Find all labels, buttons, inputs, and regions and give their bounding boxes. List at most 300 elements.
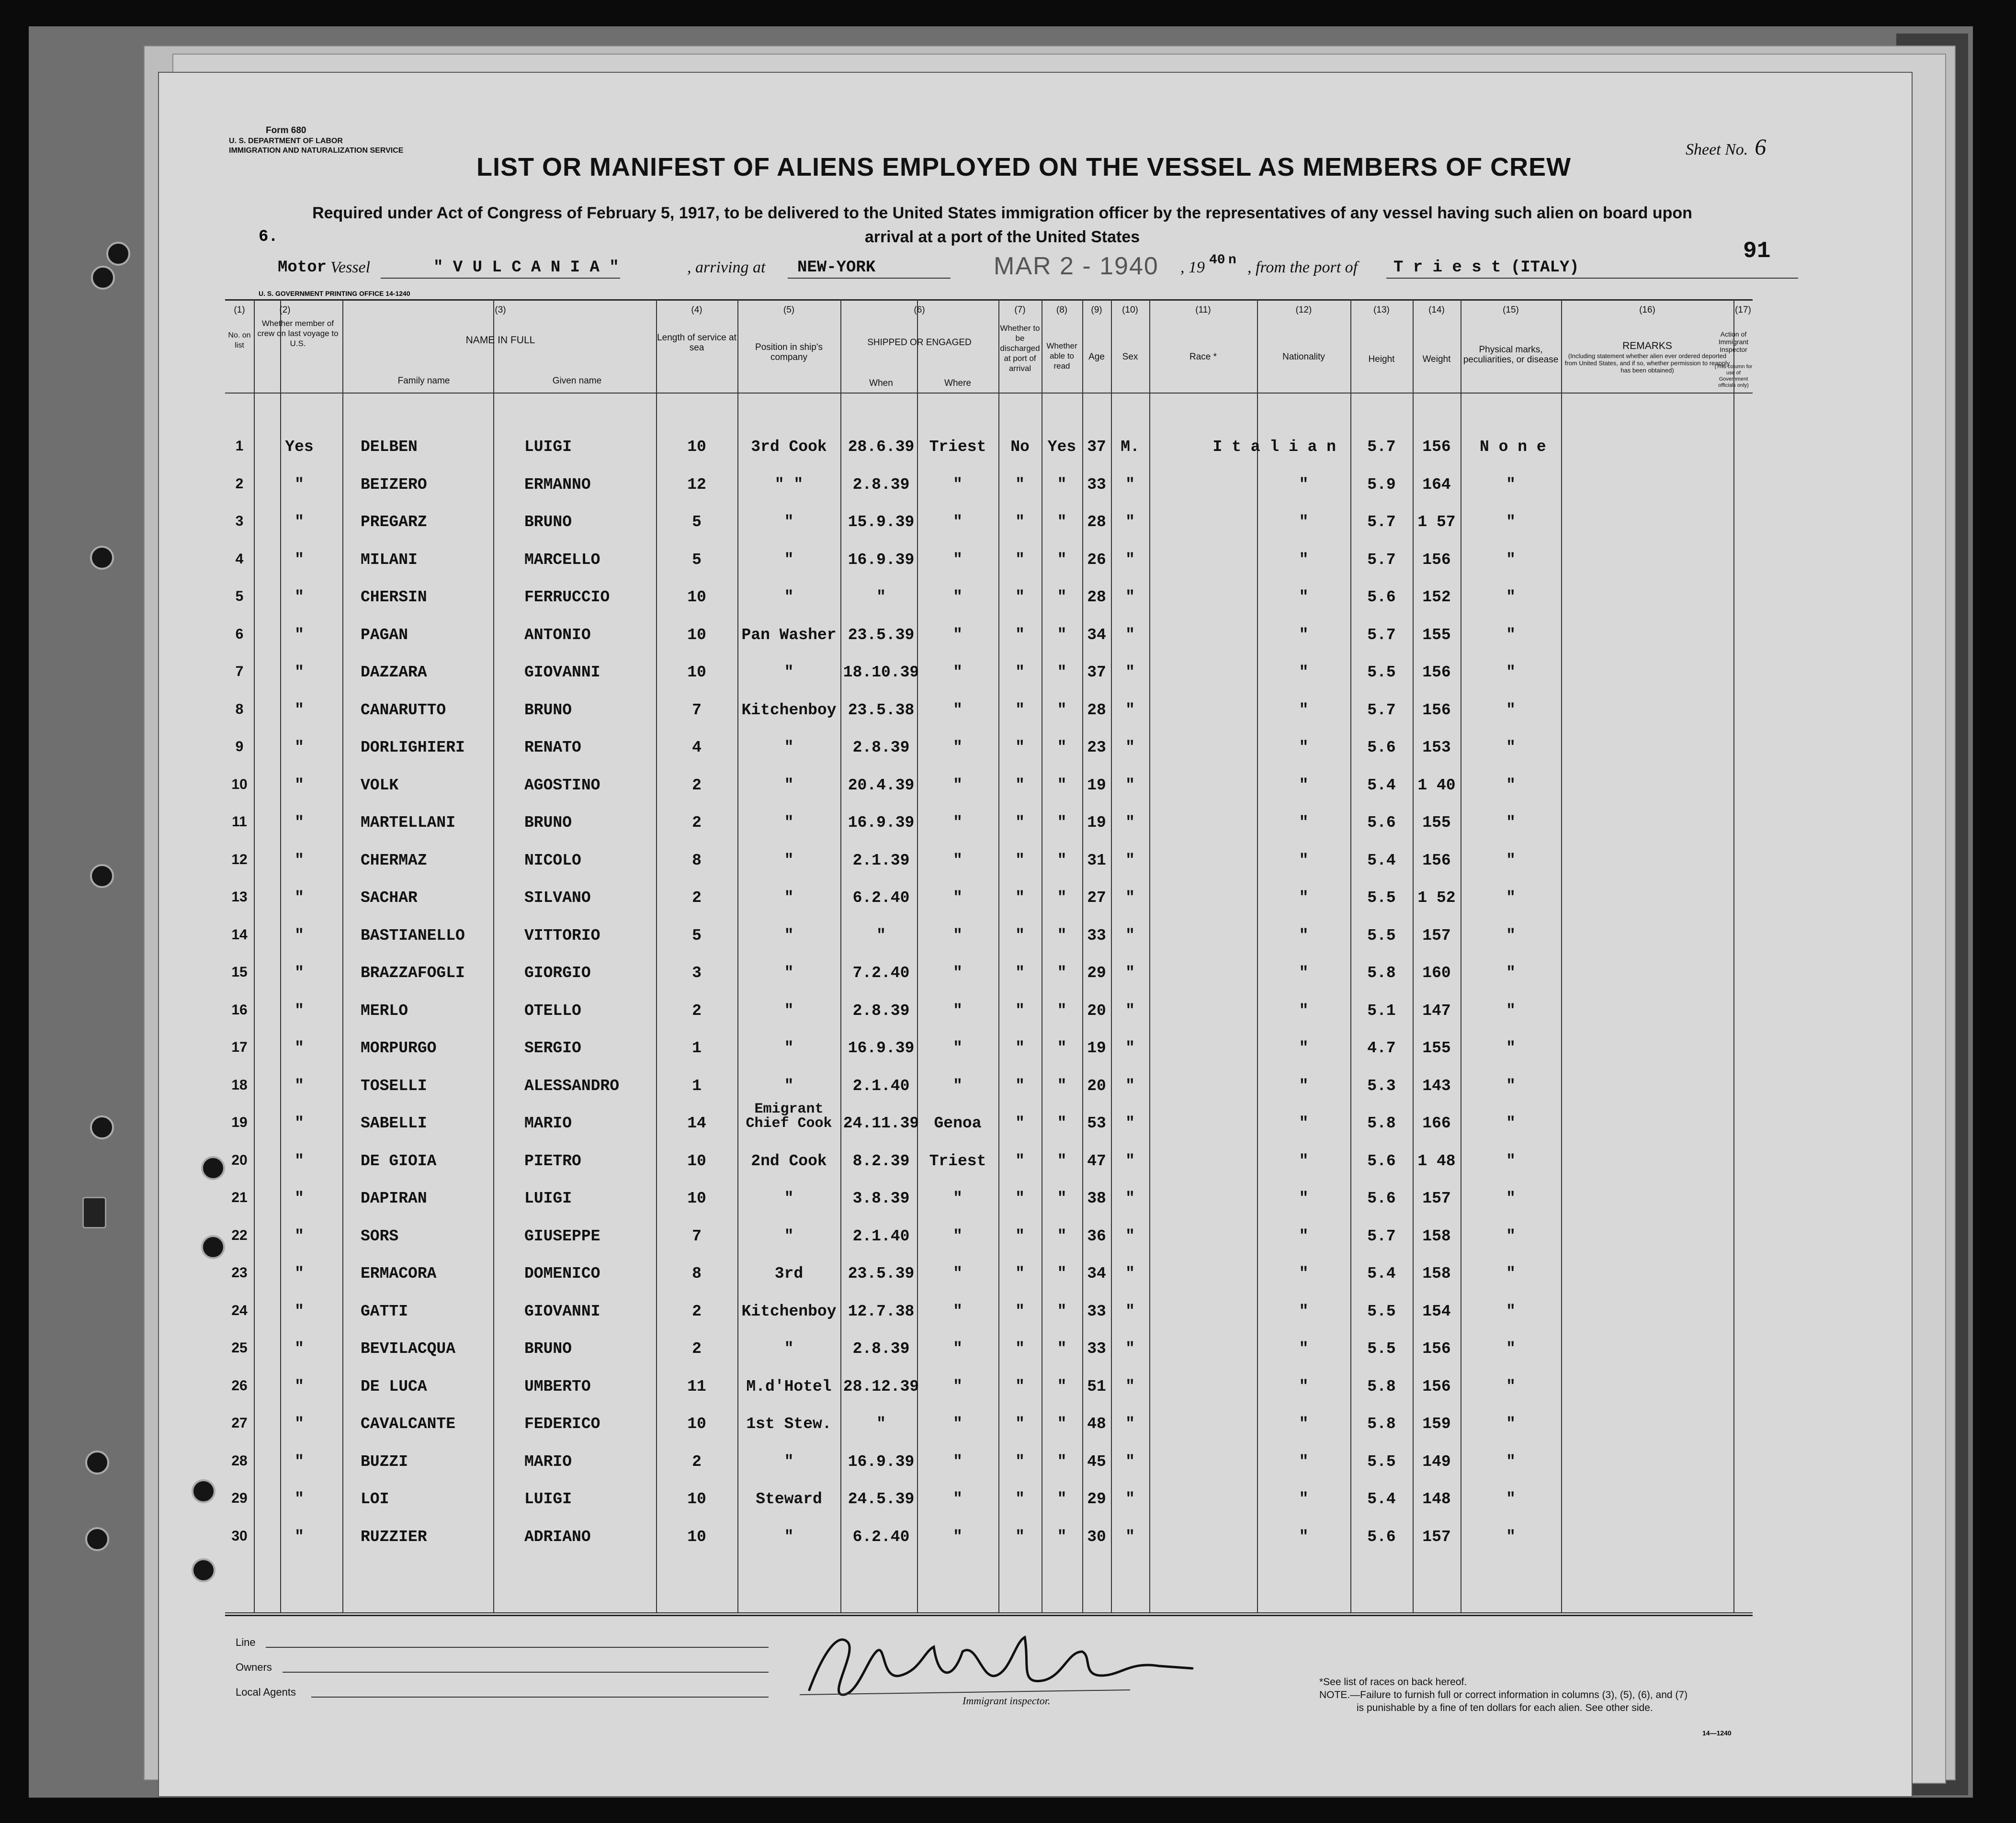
physical-marks-cell: " [1506, 1490, 1516, 1508]
nationality-cell: " [1299, 1452, 1309, 1471]
column-divider [840, 299, 841, 1613]
length-of-service-cell: 5 [692, 513, 702, 531]
age-cell: 27 [1087, 889, 1106, 907]
weight-cell: 156 [1422, 1340, 1451, 1358]
weight-cell: 149 [1422, 1452, 1451, 1471]
family-name-cell: DORLIGHIERI [361, 739, 465, 756]
able-to-read-cell: Yes [1047, 438, 1076, 456]
weight-cell: 156 [1422, 851, 1451, 869]
crew-last-voyage-cell: " [294, 776, 304, 794]
family-name-cell: DAZZARA [361, 664, 427, 681]
weight-cell: 1 57 [1417, 513, 1456, 531]
given-name-cell: SILVANO [524, 889, 591, 907]
family-name-cell: PAGAN [361, 626, 408, 644]
sex-cell: " [1125, 1114, 1135, 1132]
physical-marks-cell: " [1506, 588, 1516, 606]
shipped-where-cell: " [953, 1190, 963, 1207]
physical-marks-cell: " [1506, 1039, 1516, 1057]
inspector-signature [795, 1623, 1197, 1699]
family-name-cell: TOSELLI [361, 1077, 427, 1095]
row-number: 10 [231, 776, 248, 792]
shipped-when-cell: " [876, 926, 886, 945]
crew-last-voyage-cell: " [294, 814, 304, 832]
height-cell: 5.8 [1367, 1114, 1396, 1132]
crew-last-voyage-cell: " [294, 513, 304, 531]
length-of-service-cell: 2 [692, 1302, 702, 1320]
age-cell: 19 [1087, 776, 1106, 794]
weight-cell: 156 [1422, 551, 1451, 569]
department-line-2: IMMIGRATION AND NATURALIZATION SERVICE [229, 146, 404, 155]
department-line-1: U. S. DEPARTMENT OF LABOR [229, 137, 343, 145]
height-cell: 5.7 [1367, 626, 1396, 644]
position-cell: 3rd Cook [751, 438, 827, 456]
shipped-when-cell: " [876, 588, 886, 606]
header-age: Age [1088, 352, 1105, 362]
family-name-cell: SACHAR [361, 889, 418, 907]
sex-cell: " [1125, 1265, 1135, 1283]
physical-marks-cell: " [1506, 626, 1516, 644]
discharged-cell: " [1015, 776, 1025, 794]
column-number-1: (1) [234, 305, 245, 315]
row-number: 24 [231, 1302, 248, 1318]
age-cell: 33 [1087, 1302, 1106, 1320]
age-cell: 23 [1087, 739, 1106, 756]
crew-last-voyage-cell: " [294, 926, 304, 945]
shipped-when-cell: 2.8.39 [852, 475, 910, 494]
able-to-read-cell: " [1057, 626, 1067, 644]
weight-cell: 147 [1422, 1002, 1451, 1020]
position-cell: Emigrant Chief Cook [746, 1101, 832, 1132]
footer-owners-label: Owners [236, 1661, 272, 1673]
shipped-when-cell: 23.5.39 [848, 626, 915, 644]
sex-cell: " [1125, 1039, 1135, 1057]
row-number: 29 [231, 1490, 248, 1506]
sex-cell: " [1125, 664, 1135, 681]
row-number: 17 [231, 1039, 248, 1055]
physical-marks-cell: " [1506, 776, 1516, 794]
crew-last-voyage-cell: " [294, 1190, 304, 1207]
column-number-10: (10) [1122, 305, 1138, 315]
height-cell: 5.6 [1367, 1528, 1396, 1546]
sex-cell: " [1125, 1002, 1135, 1020]
header-crew-last-voyage: Whether member of crew on last voyage to U.S. [257, 319, 339, 348]
discharged-cell: " [1015, 1377, 1025, 1395]
sex-cell: " [1125, 926, 1135, 945]
sex-cell: " [1125, 889, 1135, 907]
height-cell: 5.7 [1367, 701, 1396, 719]
sheet-number-value: 6 [1755, 135, 1767, 160]
sex-cell: " [1125, 1152, 1135, 1170]
shipped-when-cell: 28.6.39 [848, 438, 915, 456]
shipped-when-cell: 8.2.39 [852, 1152, 910, 1170]
header-action-note: (This column for use of Government officials only) [1714, 364, 1753, 388]
family-name-cell: CAVALCANTE [361, 1415, 456, 1433]
able-to-read-cell: " [1057, 964, 1067, 982]
physical-marks-cell: " [1506, 1302, 1516, 1320]
height-cell: 5.6 [1367, 739, 1396, 756]
binder-hole [201, 1156, 225, 1180]
height-cell: 5.6 [1367, 1152, 1396, 1170]
shipped-where-cell: " [953, 475, 963, 494]
discharged-cell: " [1015, 964, 1025, 982]
row-number: 6 [235, 626, 244, 642]
family-name-cell: BRAZZAFOGLI [361, 964, 465, 982]
row-number: 14 [231, 926, 248, 943]
able-to-read-cell: " [1057, 1490, 1067, 1508]
column-number-15: (15) [1503, 305, 1519, 315]
discharged-cell: " [1015, 1227, 1025, 1245]
sex-cell: " [1125, 513, 1135, 531]
row-number: 30 [231, 1528, 248, 1544]
given-name-cell: MARIO [524, 1452, 572, 1471]
position-cell: 1st Stew. [746, 1415, 832, 1433]
position-cell: Kitchenboy [741, 1302, 837, 1320]
position-cell: " [784, 1340, 794, 1358]
family-name-cell: MORPURGO [361, 1039, 437, 1057]
physical-marks-cell: " [1506, 1377, 1516, 1395]
sex-cell: " [1125, 1077, 1135, 1095]
shipped-when-cell: 16.9.39 [848, 551, 915, 569]
age-cell: 19 [1087, 1039, 1106, 1057]
binder-clip [82, 1197, 106, 1228]
age-cell: 33 [1087, 926, 1106, 945]
discharged-cell: " [1015, 1340, 1025, 1358]
position-cell: " [784, 1190, 794, 1207]
shipped-when-cell: 2.1.40 [852, 1077, 910, 1095]
height-cell: 5.5 [1367, 926, 1396, 945]
position-cell: " [784, 1452, 794, 1471]
crew-last-voyage-cell: " [294, 1114, 304, 1132]
age-cell: 26 [1087, 551, 1106, 569]
discharged-cell: " [1015, 1528, 1025, 1546]
physical-marks-cell: " [1506, 1077, 1516, 1095]
weight-cell: 154 [1422, 1302, 1451, 1320]
weight-cell: 148 [1422, 1490, 1451, 1508]
weight-cell: 155 [1422, 814, 1451, 832]
header-nationality: Nationality [1282, 352, 1325, 362]
shipped-where-cell: " [953, 1077, 963, 1095]
length-of-service-cell: 3 [692, 964, 702, 982]
vessel-label: Vessel [330, 259, 371, 276]
arriving-port-underline [788, 278, 951, 279]
shipped-when-cell: 6.2.40 [852, 889, 910, 907]
shipped-where-cell: " [953, 1265, 963, 1283]
length-of-service-cell: 8 [692, 1265, 702, 1283]
shipped-where-cell: " [953, 776, 963, 794]
shipped-where-cell: " [953, 1452, 963, 1471]
nationality-cell: " [1299, 851, 1309, 869]
shipped-where-cell: " [953, 964, 963, 982]
length-of-service-cell: 14 [687, 1114, 706, 1132]
discharged-cell: No [1010, 438, 1030, 456]
shipped-where-cell: " [953, 1415, 963, 1433]
header-remarks: REMARKS [1622, 340, 1672, 351]
shipped-when-cell: 24.11.39 [843, 1114, 919, 1132]
position-cell: Pan Washer [741, 626, 837, 644]
family-name-cell: SABELLI [361, 1114, 427, 1132]
position-cell: " [784, 1002, 794, 1020]
family-name-cell: VOLK [361, 776, 399, 794]
crew-last-voyage-cell: Yes [285, 438, 314, 456]
subtitle-line-2: arrival at a port of the United States [864, 228, 1140, 246]
shipped-where-cell: Genoa [934, 1114, 982, 1132]
age-cell: 37 [1087, 664, 1106, 681]
row-number: 13 [231, 889, 248, 905]
column-number-8: (8) [1056, 305, 1068, 315]
length-of-service-cell: 12 [687, 475, 706, 494]
binder-hole [192, 1479, 215, 1503]
column-divider [1733, 299, 1734, 1613]
row-number: 8 [235, 701, 244, 717]
crew-last-voyage-cell: " [294, 739, 304, 756]
header-given-name: Given name [552, 376, 602, 386]
position-cell: " [784, 814, 794, 832]
shipped-when-cell: 7.2.40 [852, 964, 910, 982]
height-cell: 5.3 [1367, 1077, 1396, 1095]
shipped-where-cell: " [953, 664, 963, 681]
given-name-cell: MARIO [524, 1114, 572, 1132]
able-to-read-cell: " [1057, 739, 1067, 756]
physical-marks-cell: " [1506, 851, 1516, 869]
discharged-cell: " [1015, 1302, 1025, 1320]
shipped-where-cell: " [953, 851, 963, 869]
nationality-cell: " [1299, 626, 1309, 644]
given-name-cell: ALESSANDRO [524, 1077, 620, 1095]
row-number: 11 [232, 814, 247, 830]
crew-last-voyage-cell: " [294, 551, 304, 569]
able-to-read-cell: " [1057, 1528, 1067, 1546]
given-name-cell: GIUSEPPE [524, 1227, 600, 1245]
row-number: 28 [231, 1452, 248, 1469]
age-cell: 29 [1087, 964, 1106, 982]
sheet-number [1686, 134, 1766, 160]
column-divider [1149, 299, 1150, 1613]
able-to-read-cell: " [1057, 776, 1067, 794]
sex-cell: " [1125, 1528, 1135, 1546]
able-to-read-cell: " [1057, 1039, 1067, 1057]
given-name-cell: LUIGI [524, 1490, 572, 1508]
position-cell: " [784, 964, 794, 982]
binder-hole [192, 1558, 215, 1582]
year-prefix: , 19 [1180, 259, 1205, 276]
sex-cell: " [1125, 1452, 1135, 1471]
sex-cell: " [1125, 588, 1135, 606]
column-number-11: (11) [1195, 305, 1211, 315]
able-to-read-cell: " [1057, 551, 1067, 569]
row-number: 18 [231, 1077, 248, 1093]
column-divider [1561, 299, 1562, 1613]
header-able-to-read: Whether able to read [1046, 341, 1077, 371]
family-name-cell: DE LUCA [361, 1377, 427, 1395]
physical-marks-cell: " [1506, 964, 1516, 982]
nationality-cell: " [1299, 1377, 1309, 1395]
able-to-read-cell: " [1057, 701, 1067, 719]
shipped-where-cell: " [953, 926, 963, 945]
sex-cell: " [1125, 964, 1135, 982]
able-to-read-cell: " [1057, 1377, 1067, 1395]
able-to-read-cell: " [1057, 1302, 1067, 1320]
crew-last-voyage-cell: " [294, 1265, 304, 1283]
shipped-when-cell: 2.1.39 [852, 851, 910, 869]
sex-cell: " [1125, 1340, 1135, 1358]
column-number-14: (14) [1428, 305, 1445, 315]
age-cell: 47 [1087, 1152, 1106, 1170]
height-cell: 4.7 [1367, 1039, 1396, 1057]
weight-cell: 152 [1422, 588, 1451, 606]
length-of-service-cell: 1 [692, 1077, 702, 1095]
height-cell: 5.7 [1367, 551, 1396, 569]
crew-last-voyage-cell: " [294, 1490, 304, 1508]
subtitle-line-1: Required under Act of Congress of February 5, 1917, to be delivered to the United States immigration officer by the representatives of any vessel having such alien on board upon [312, 204, 1692, 222]
header-position: Position in ship's company [755, 342, 823, 362]
length-of-service-cell: 10 [687, 1190, 706, 1207]
row-number: 1 [235, 438, 244, 454]
height-cell: 5.4 [1367, 1265, 1396, 1283]
position-cell: " [784, 1528, 794, 1546]
shipped-where-cell: " [953, 739, 963, 756]
row-number: 15 [231, 964, 248, 980]
shipped-when-cell: 3.8.39 [852, 1190, 910, 1207]
discharged-cell: " [1015, 475, 1025, 494]
nationality-cell: " [1299, 513, 1309, 531]
nationality-cell: " [1299, 551, 1309, 569]
crew-last-voyage-cell: " [294, 1528, 304, 1546]
physical-marks-cell: " [1506, 926, 1516, 945]
fine-note-2: is punishable by a fine of ten dollars for each alien. See other side. [1357, 1702, 1653, 1713]
row-number: 27 [231, 1415, 248, 1431]
height-cell: 5.6 [1367, 814, 1396, 832]
nationality-cell: " [1299, 1528, 1309, 1546]
sex-cell: " [1125, 1415, 1135, 1433]
header-remarks-note: (Including statement whether alien ever ordered deported from United States, and if so, whether permission to reapply has been obtained) [1564, 352, 1730, 374]
form-code: 14—1240 [1702, 1729, 1732, 1737]
length-of-service-cell: 7 [692, 1227, 702, 1245]
weight-cell: 166 [1422, 1114, 1451, 1132]
given-name-cell: FEDERICO [524, 1415, 600, 1433]
table-bottom-rule [225, 1612, 1753, 1613]
sex-cell: " [1125, 1227, 1135, 1245]
header-race: Race * [1189, 352, 1217, 362]
position-cell: " [784, 588, 794, 606]
binder-hole [85, 1451, 109, 1474]
weight-cell: 156 [1422, 664, 1451, 681]
given-name-cell: NICOLO [524, 851, 581, 869]
shipped-when-cell: " [876, 1415, 886, 1433]
position-cell: " [784, 1039, 794, 1057]
column-divider [342, 299, 343, 1613]
crew-last-voyage-cell: " [294, 1002, 304, 1020]
from-port-underline [1386, 278, 1798, 279]
discharged-cell: " [1015, 814, 1025, 832]
position-cell: " [784, 851, 794, 869]
shipped-where-cell: " [953, 701, 963, 719]
row-number: 26 [231, 1377, 248, 1394]
length-of-service-cell: 1 [692, 1039, 702, 1057]
age-cell: 20 [1087, 1002, 1106, 1020]
height-cell: 5.5 [1367, 664, 1396, 681]
position-cell: Steward [756, 1490, 822, 1508]
family-name-cell: CANARUTTO [361, 701, 446, 719]
vessel-prefix: 6. [259, 228, 278, 246]
weight-cell: 1 52 [1417, 889, 1456, 907]
weight-cell: 156 [1422, 1377, 1451, 1395]
binder-hole [91, 266, 115, 290]
header-length-of-service: Length of service at sea [657, 333, 736, 353]
date-stamp: MAR 2 - 1940 [994, 252, 1159, 280]
given-name-cell: GIOVANNI [524, 664, 600, 681]
column-number-16: (16) [1639, 305, 1655, 315]
weight-cell: 157 [1422, 1528, 1451, 1546]
given-name-cell: ADRIANO [524, 1528, 591, 1546]
crew-last-voyage-cell: " [294, 626, 304, 644]
physical-marks-cell: " [1506, 1340, 1516, 1358]
able-to-read-cell: " [1057, 889, 1067, 907]
vessel-name: " V U L C A N I A " [433, 259, 619, 277]
header-discharged: Whether to be discharged at port of arrival [1000, 324, 1040, 373]
given-name-cell: ANTONIO [524, 626, 591, 644]
weight-cell: 159 [1422, 1415, 1451, 1433]
weight-cell: 153 [1422, 739, 1451, 756]
physical-marks-cell: " [1506, 475, 1516, 494]
weight-cell: 156 [1422, 701, 1451, 719]
nationality-cell: " [1299, 1190, 1309, 1207]
family-name-cell: CHERSIN [361, 588, 427, 606]
column-number-17: (17) [1735, 305, 1751, 315]
able-to-read-cell: " [1057, 1114, 1067, 1132]
given-name-cell: GIOVANNI [524, 1302, 600, 1320]
crew-last-voyage-cell: " [294, 1077, 304, 1095]
able-to-read-cell: " [1057, 1265, 1067, 1283]
shipped-where-cell: " [953, 814, 963, 832]
given-name-cell: SERGIO [524, 1039, 581, 1057]
shipped-where-cell: " [953, 1302, 963, 1320]
shipped-where-cell: " [953, 551, 963, 569]
family-name-cell: MILANI [361, 551, 418, 569]
family-name-cell: PREGARZ [361, 513, 427, 531]
column-number-2: (2) [279, 305, 291, 315]
sex-cell: " [1125, 1190, 1135, 1207]
discharged-cell: " [1015, 1490, 1025, 1508]
shipped-when-cell: 24.5.39 [848, 1490, 915, 1508]
weight-cell: 164 [1422, 475, 1451, 494]
discharged-cell: " [1015, 1415, 1025, 1433]
age-cell: 33 [1087, 1340, 1106, 1358]
discharged-cell: " [1015, 513, 1025, 531]
page-number: 91 [1743, 238, 1771, 264]
form-number: Form 680 [266, 125, 306, 135]
length-of-service-cell: 10 [687, 1152, 706, 1170]
shipped-when-cell: 15.9.39 [848, 513, 915, 531]
length-of-service-cell: 10 [687, 1415, 706, 1433]
year-on: n [1228, 253, 1236, 268]
nationality-cell: " [1299, 814, 1309, 832]
shipped-when-cell: 2.8.39 [852, 1002, 910, 1020]
position-cell: " [784, 513, 794, 531]
sex-cell: " [1125, 551, 1135, 569]
given-name-cell: BRUNO [524, 701, 572, 719]
family-name-cell: ERMACORA [361, 1265, 437, 1283]
shipped-where-cell: " [953, 513, 963, 531]
column-number-7: (7) [1014, 305, 1026, 315]
physical-marks-cell: " [1506, 739, 1516, 756]
position-cell: " [784, 776, 794, 794]
discharged-cell: " [1015, 664, 1025, 681]
length-of-service-cell: 7 [692, 701, 702, 719]
able-to-read-cell: " [1057, 1190, 1067, 1207]
length-of-service-cell: 2 [692, 889, 702, 907]
header-family-name: Family name [397, 376, 450, 386]
crew-last-voyage-cell: " [294, 1415, 304, 1433]
